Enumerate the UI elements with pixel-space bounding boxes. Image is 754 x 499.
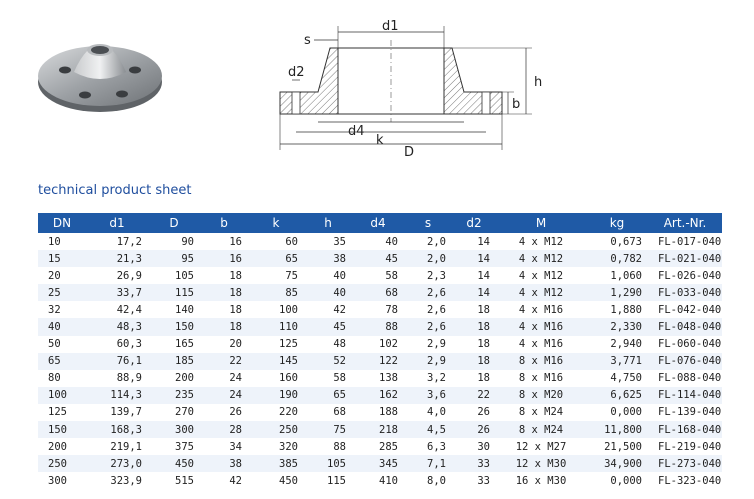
table-cell: 68 [333,406,346,419]
table-cell: 17,2 [116,235,142,248]
table-cell: 105 [175,269,194,282]
table-cell: 35 [333,235,346,248]
table-cell: 3,771 [586,353,648,370]
table-cell: FL-060-040 [658,338,722,351]
table-cell: 139,7 [110,406,142,419]
table-cell: 3,6 [404,387,452,404]
table-cell: 26 [477,406,490,419]
table-cell: 16 [200,250,248,267]
table-cell: 100 [279,303,298,316]
table-cell: 2,6 [427,303,446,316]
table-cell: 115 [148,284,200,301]
table-cell: FL-026-040 [658,269,722,282]
table-cell: 115 [327,474,346,487]
table-cell: 50 [48,338,61,351]
table-cell: FL-323-040 [658,474,722,487]
table-cell: 7,1 [404,455,452,472]
table-cell: 450 [148,455,200,472]
table-cell: 45 [304,318,352,335]
table-cell: 2,6 [404,284,452,301]
table-cell: 88 [333,440,346,453]
table-cell: 38 [304,250,352,267]
table-cell: 2,9 [427,338,446,351]
table-cell: 4 x M12 [518,269,564,282]
table-cell: 21,3 [86,250,148,267]
table-cell: 320 [279,440,298,453]
table-cell: 16 [229,235,242,248]
table-cell: 0,782 [586,250,648,267]
table-cell: 1,060 [610,269,642,282]
table-cell: 11,800 [586,421,648,438]
table-cell: FL-088-040 [658,372,722,385]
column-header: d2 [452,213,496,233]
table-cell: 42 [333,303,346,316]
table-row [38,421,722,438]
table-row [38,267,722,284]
table-cell: 8 x M20 [496,387,586,404]
table-cell: 88 [352,318,404,335]
table-cell: 38 [200,455,248,472]
table-cell: 90 [181,235,194,248]
table-cell: 18 [477,338,490,351]
table-cell: 75 [285,269,298,282]
table-cell: 33 [477,474,490,487]
table-cell: 18 [229,269,242,282]
table-cell: 42,4 [116,303,142,316]
table-cell: 21,500 [604,440,642,453]
table-cell: 40 [385,235,398,248]
table-cell: 18 [452,318,496,335]
table-cell: 22 [200,353,248,370]
table-cell: 0,000 [610,474,642,487]
table-cell: 1,290 [586,284,648,301]
table-row [38,404,722,421]
table-cell: 75 [304,421,352,438]
table-row [38,387,722,404]
table-cell: 385 [248,455,304,472]
label-b: b [512,97,521,112]
table-cell: 60 [285,235,298,248]
flange-dimension-drawing [270,10,570,160]
label-d4: d4 [348,124,365,139]
table-cell: 2,0 [427,235,446,248]
table-cell: 30 [477,440,490,453]
table-cell: 8 x M16 [496,353,586,370]
table-cell: 65 [248,250,304,267]
table-cell: 18 [200,318,248,335]
table-cell: 14 [452,284,496,301]
table-cell: 200 [175,372,194,385]
table-cell: 34,900 [586,455,648,472]
table-cell: 4 x M12 [496,250,586,267]
table-cell: 125 [48,406,67,419]
table-cell: 190 [248,387,304,404]
table-cell: 2,9 [404,353,452,370]
table-cell: 68 [352,284,404,301]
table-cell: 168,3 [86,421,148,438]
table-cell: 88,9 [116,372,142,385]
table-cell: 4 x M16 [496,318,586,335]
table-cell: 102 [379,338,398,351]
table-cell: FL-219-040 [658,440,722,453]
column-header: b [200,213,248,233]
table-cell: 6,3 [427,440,446,453]
table-row [38,301,722,318]
table-cell: 345 [352,455,404,472]
table-cell: 4,750 [610,372,642,385]
table-cell: FL-033-040 [648,284,722,301]
column-header: M [496,213,586,233]
table-cell: 45 [352,250,404,267]
table-cell: 26 [452,421,496,438]
table-cell: 515 [175,474,194,487]
table-cell: 4,5 [404,421,452,438]
table-cell: 12 x M27 [515,440,567,453]
table-cell: 24 [229,372,242,385]
table-cell: 4 x M16 [518,338,564,351]
table-cell: 34 [229,440,242,453]
table-cell: 32 [48,303,61,316]
table-cell: 4 x M12 [496,284,586,301]
table-cell: 76,1 [86,353,148,370]
table-cell: 14 [452,250,496,267]
table-cell: 60,3 [116,338,142,351]
table-cell: 18 [477,372,490,385]
table-cell: 162 [352,387,404,404]
table-cell: 220 [279,406,298,419]
spec-table [38,213,722,489]
table-cell: 18 [200,284,248,301]
table-cell: 8 x M24 [518,406,564,419]
table-row [38,438,722,455]
table-cell: 2,3 [427,269,446,282]
table-cell: 58 [333,372,346,385]
table-cell: 42 [229,474,242,487]
table-cell: 15 [38,250,86,267]
table-cell: FL-021-040 [648,250,722,267]
table-cell: FL-139-040 [658,406,722,419]
table-cell: 18 [477,303,490,316]
table-cell: 26,9 [116,269,142,282]
table-cell: 20 [48,269,61,282]
table-row [38,318,722,335]
table-cell: 58 [385,269,398,282]
table-row [38,250,722,267]
label-d2: d2 [288,65,305,80]
table-cell: 8,0 [427,474,446,487]
table-row [38,353,722,370]
table-cell: FL-048-040 [648,318,722,335]
table-row [38,284,722,301]
column-header: d1 [86,213,148,233]
table-cell: 185 [148,353,200,370]
table-cell: 110 [248,318,304,335]
table-row [38,455,722,472]
column-header: d4 [352,213,404,233]
table-cell: 22 [452,387,496,404]
table-row [38,233,722,250]
table-cell: 18 [452,353,496,370]
table-cell: 8 x M24 [496,421,586,438]
table-cell: 2,0 [404,250,452,267]
table-cell: FL-114-040 [648,387,722,404]
table-cell: 48 [333,338,346,351]
table-cell: 270 [175,406,194,419]
table-cell: 4 x M12 [518,235,564,248]
table-cell: 160 [279,372,298,385]
table-cell: 28 [200,421,248,438]
column-header: h [304,213,352,233]
table-cell: 12 x M30 [496,455,586,472]
table-cell: 33,7 [86,284,148,301]
table-cell: 235 [148,387,200,404]
column-header: kg [586,213,648,233]
table-cell: 16 x M30 [515,474,567,487]
sheet-title: technical product sheet [38,183,192,198]
table-row [38,370,722,387]
column-header: DN [38,213,86,233]
table-cell: 85 [248,284,304,301]
table-cell: 140 [175,303,194,316]
table-cell: 4,0 [427,406,446,419]
table-cell: 218 [352,421,404,438]
table-cell: 80 [48,372,61,385]
table-cell: 150 [148,318,200,335]
column-header: s [404,213,452,233]
table-row [38,472,722,489]
table-row [38,336,722,353]
table-cell: 150 [38,421,86,438]
flange-product-image [30,30,170,120]
table-cell: 65 [38,353,86,370]
table-cell: FL-273-040 [648,455,722,472]
table-cell: 33 [452,455,496,472]
table-cell: 0,673 [610,235,642,248]
table-cell: 122 [352,353,404,370]
table-cell: 2,6 [404,318,452,335]
table-cell: 3,2 [427,372,446,385]
table-cell: 300 [48,474,67,487]
table-cell: FL-168-040 [648,421,722,438]
table-cell: 78 [385,303,398,316]
table-cell: 14 [477,235,490,248]
table-cell: 95 [148,250,200,267]
table-cell: 2,330 [586,318,648,335]
table-cell: 145 [248,353,304,370]
table-cell: 450 [279,474,298,487]
table-cell: 273,0 [86,455,148,472]
table-cell: FL-017-040 [658,235,722,248]
table-cell: FL-076-040 [648,353,722,370]
table-cell: 65 [304,387,352,404]
table-cell: 4 x M16 [518,303,564,316]
column-header: k [248,213,304,233]
label-D: D [404,145,415,160]
table-cell: 14 [477,269,490,282]
label-d1: d1 [382,19,399,34]
table-cell: 40 [38,318,86,335]
table-cell: 165 [175,338,194,351]
table-cell: 8 x M16 [518,372,564,385]
table-cell: 100 [38,387,86,404]
table-cell: 2,940 [610,338,642,351]
table-cell: 285 [379,440,398,453]
column-header: D [148,213,200,233]
table-cell: FL-042-040 [658,303,722,316]
table-cell: 138 [379,372,398,385]
table-cell: 105 [304,455,352,472]
table-cell: 250 [248,421,304,438]
table-cell: 410 [379,474,398,487]
table-cell: 0,000 [610,406,642,419]
table-cell: 18 [229,303,242,316]
table-cell: 200 [48,440,67,453]
table-cell: 375 [175,440,194,453]
label-s: s [304,33,311,48]
table-cell: 40 [333,269,346,282]
table-cell: 48,3 [86,318,148,335]
table-cell: 20 [229,338,242,351]
table-header-row [38,213,722,233]
table-cell: 6,625 [586,387,648,404]
label-k: k [376,133,384,148]
table-cell: 26 [229,406,242,419]
table-cell: 125 [279,338,298,351]
table-cell: 1,880 [610,303,642,316]
table-cell: 114,3 [86,387,148,404]
table-cell: 52 [304,353,352,370]
column-header: Art.-Nr. [648,213,722,233]
table-cell: 40 [304,284,352,301]
table-cell: 10 [48,235,61,248]
table-cell: 24 [200,387,248,404]
table-cell: 188 [379,406,398,419]
table-cell: 300 [148,421,200,438]
table-cell: 250 [38,455,86,472]
table-cell: 323,9 [110,474,142,487]
table-cell: 219,1 [110,440,142,453]
table-cell: 25 [38,284,86,301]
label-h: h [534,75,543,90]
